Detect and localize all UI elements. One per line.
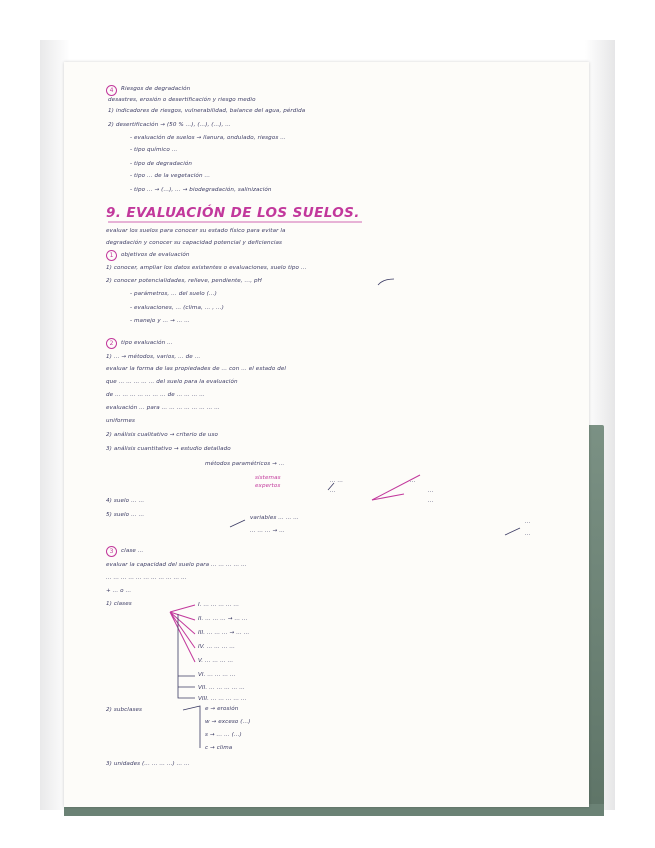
note-line: - tipo químico ... <box>130 147 178 153</box>
subclass-line: w → exceso (...) <box>205 719 251 725</box>
note-line: + ... o ... <box>106 588 132 594</box>
note-line: de ... ... ... ... ... ... ... de ... ... ... ... <box>106 392 205 398</box>
diagram-label: ... <box>525 519 531 525</box>
point-marker-2: 2 <box>106 338 117 349</box>
note-line: Riesgos de degradación <box>121 86 191 92</box>
note-line: 1) ... → métodos, varios, ... de ... <box>106 354 201 360</box>
class-line: VI. ... ... ... ... <box>198 672 236 678</box>
note-line: 3) unidades (... ... ... ...) ... ... <box>106 761 190 767</box>
note-line: ... ... ... ... ... ... ... ... ... ... ... <box>106 575 187 581</box>
diagram-label: ... <box>330 488 336 494</box>
section-heading: 9. EVALUACIÓN DE LOS SUELOS. <box>106 205 360 221</box>
note-line: desastres, erosión o desertificación y riesgo medio <box>108 97 256 103</box>
note-line: 1) indicadores de riesgos, vulnerabilidad, balance del agua, pérdida <box>108 108 306 114</box>
note-line: - manejo y ... → ... ... <box>130 318 190 324</box>
note-line: métodos paramétricos → ... <box>205 461 285 467</box>
note-line: 1) clases <box>106 601 132 607</box>
diagram-label: sistemas <box>255 475 281 481</box>
note-line: 2) subclases <box>106 707 143 713</box>
note-line: objetivos de evaluación <box>121 252 190 258</box>
diagram-label: ... <box>525 531 531 537</box>
note-line: degradación y conocer su capacidad potencial y deficiencias <box>106 240 283 246</box>
note-line: 5) suelo ... ... <box>106 512 145 518</box>
note-line: 1) conocer, ampliar los datos existentes o evaluaciones, suelo tipo ... <box>106 265 307 271</box>
note-line: 2) conocer potencialidades, relieve, pendiente, ..., pH <box>106 278 262 284</box>
class-line: V. ... ... ... ... <box>198 658 234 664</box>
note-line: - tipo ... → (...), ... → biodegradación, salinización <box>130 187 272 193</box>
point-marker-1: 1 <box>106 250 117 261</box>
note-line: 2) análisis cualitativo → criterio de uso <box>106 432 219 438</box>
subclass-line: e → erosión <box>205 706 239 712</box>
note-line: 4) suelo ... ... <box>106 498 145 504</box>
note-line: evaluar los suelos para conocer su estado físico para evitar la <box>106 228 286 234</box>
diagram-label: variables ... ... ... <box>250 515 299 521</box>
diagram-label: ... <box>410 478 416 484</box>
note-line: evaluación ... para ... ... ... ... ... ... ... ... <box>106 405 220 411</box>
class-line: III. ... ... ... → ... ... <box>198 630 250 636</box>
note-line: 2) desertificación → (50 % ...), (...), (...), ... <box>108 122 231 128</box>
note-line: tipo evaluación ... <box>121 340 173 346</box>
class-line: IV. ... ... ... ... <box>198 644 235 650</box>
diagram-label: ... ... ... → ... <box>250 528 285 534</box>
note-line: que ... ... ... ... ... del suelo para la evaluación <box>106 379 238 385</box>
note-line: evaluar la capacidad del suelo para ... ... ... ... ... <box>106 562 247 568</box>
note-line: - tipo ... de la vegetación ... <box>130 173 211 179</box>
diagram-label: ... <box>428 498 434 504</box>
subclass-line: c → clima <box>205 745 233 751</box>
class-line: VII. ... ... ... ... ... <box>198 685 245 691</box>
class-line: II. ... ... ... → ... ... <box>198 616 248 622</box>
class-line: VIII. ... ... ... ... ... <box>198 696 247 702</box>
class-line: I. ... ... ... ... ... <box>198 602 240 608</box>
note-line: clase ... <box>121 548 144 554</box>
diagram-label: ... ... <box>330 478 344 484</box>
note-line: evaluar la forma de las propiedades de ... con ... el estado del <box>106 366 287 372</box>
diagram-label: expertos <box>255 483 281 489</box>
point-marker-3: 3 <box>106 546 117 557</box>
note-line: 3) análisis cuantitativo → estudio detallado <box>106 446 231 452</box>
subclass-line: s → ... ... (...) <box>205 732 242 738</box>
diagram-label: ... <box>428 488 434 494</box>
note-line: - parámetros, ... del suelo (...) <box>130 291 217 297</box>
note-line: - tipo de degradación <box>130 161 193 167</box>
note-line: - evaluaciones, ... (clima, ... , ...) <box>130 305 224 311</box>
point-marker-4: 4 <box>106 85 117 96</box>
note-line: - evaluación de suelos → llanura, ondulado, riesgos ... <box>130 135 286 141</box>
note-line: uniformes <box>106 418 136 424</box>
